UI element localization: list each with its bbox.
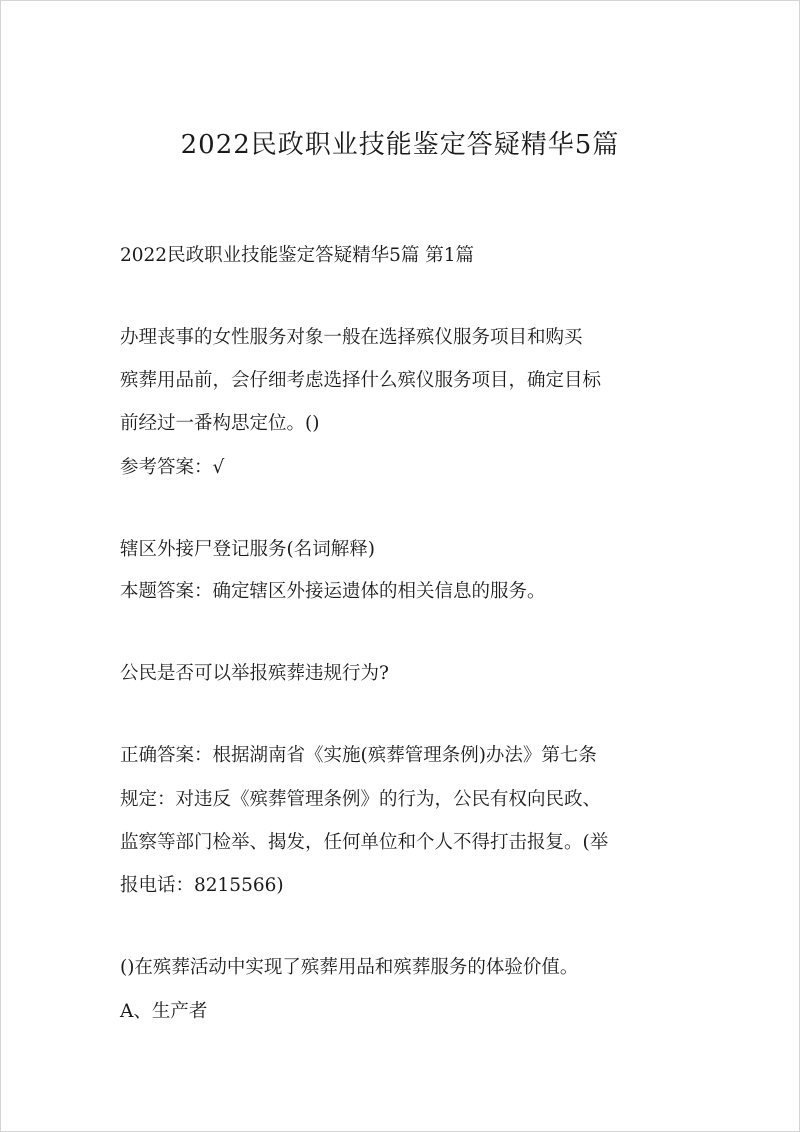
- question-3-answer-line-4: 报电话：8215566): [120, 875, 284, 896]
- question-3-answer-line-2: 规定：对违反《殡葬管理条例》的行为，公民有权向民政、: [120, 789, 602, 810]
- question-4: ()在殡葬活动中实现了殡葬用品和殡葬服务的体验价值。: [120, 957, 579, 978]
- question-1-line-1: 办理丧事的女性服务对象一般在选择殡仪服务项目和购买: [120, 327, 583, 348]
- question-1-answer: 参考答案：√: [120, 457, 225, 478]
- question-1-line-3: 前经过一番构思定位。(): [120, 413, 320, 434]
- question-3: 公民是否可以举报殡葬违规行为?: [120, 663, 389, 684]
- question-3-answer-line-3: 监察等部门检举、揭发，任何单位和个人不得打击报复。(举: [120, 832, 609, 853]
- question-2-answer: 本题答案：确定辖区外接运遗体的相关信息的服务。: [120, 581, 546, 602]
- document-title: 2022民政职业技能鉴定答疑精华5篇: [180, 130, 620, 160]
- question-1-line-2: 殡葬用品前，会仔细考虑选择什么殡仪服务项目，确定目标: [120, 370, 602, 391]
- question-2: 辖区外接尸登记服务(名词解释): [120, 539, 375, 560]
- question-3-answer-line-1: 正确答案：根据湖南省《实施(殡葬管理条例)办法》第七条: [120, 745, 597, 766]
- section-heading: 2022民政职业技能鉴定答疑精华5篇 第1篇: [120, 245, 475, 266]
- question-4-option-a: A、生产者: [120, 1001, 208, 1022]
